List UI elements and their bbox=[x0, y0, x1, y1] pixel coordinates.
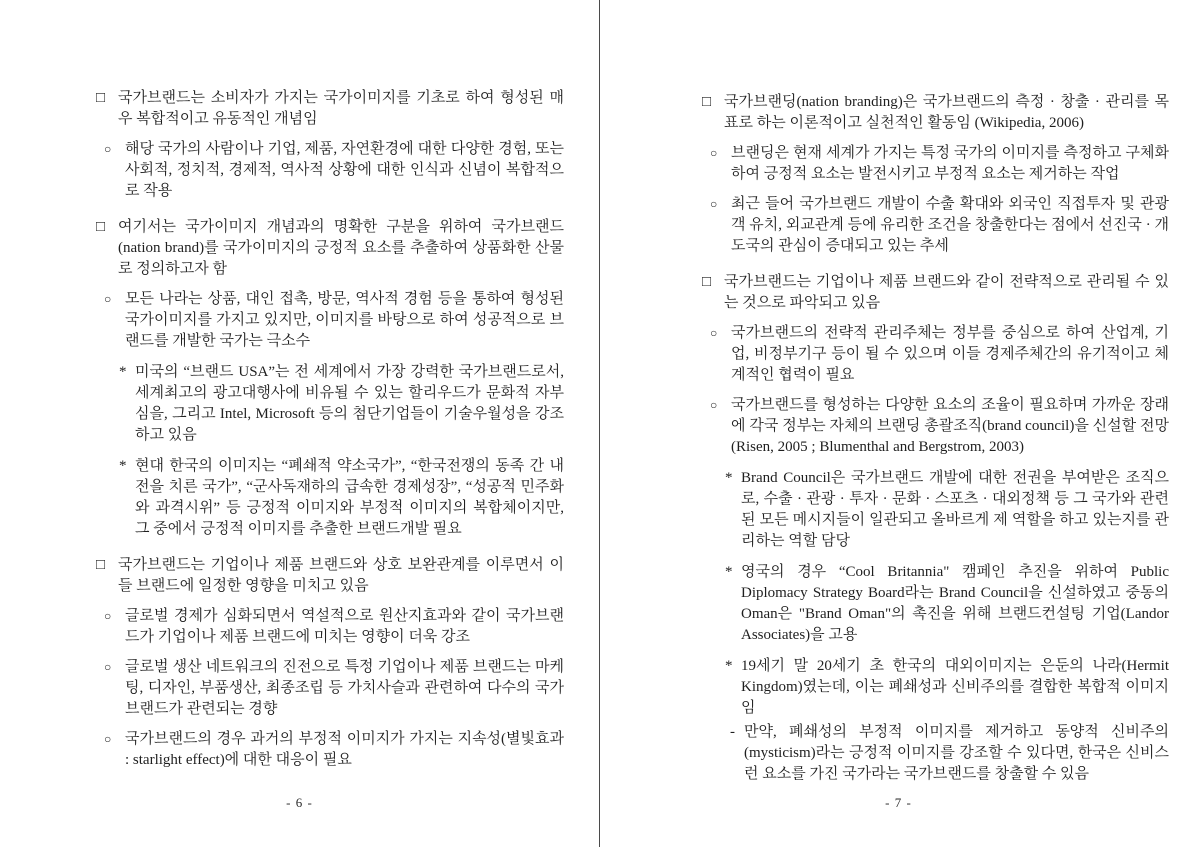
paragraph bbox=[725, 562, 1169, 646]
bullet-marker: □ bbox=[702, 94, 712, 110]
paragraph-text: 국가브랜드는 소비자가 가지는 국가이미지를 기초로 하여 형성된 매우 복합적이고 유동적인 개념임 bbox=[118, 90, 564, 127]
paragraph-text: 미국의 “브랜드 USA”는 전 세계에서 가장 강력한 국가브랜드로서, 세계최고의 광고대행사에 비유될 수 있는 할리우드가 문화적 자부심을, 그리고 Intel, Microsoft 등의 첨단기업들이 기술우월성을 강조하고 있음 bbox=[135, 364, 564, 443]
paragraph-text: 모든 나라는 상품, 대인 접촉, 방문, 역사적 경험 등을 통하여 형성된 국가이미지를 가지고 있지만, 이미지를 바탕으로 하여 성공적으로 브랜드를 개발한 국가는 극소수 bbox=[125, 291, 564, 349]
paragraph bbox=[730, 722, 1169, 785]
paragraph-text: 19세기 말 20세기 초 한국의 대외이미지는 은둔의 나라(Hermit Kingdom)였는데, 이는 폐쇄성과 신비주의를 결합한 복합적 이미지임 bbox=[741, 658, 1169, 716]
page-6 bbox=[0, 0, 599, 847]
bullet-marker: ○ bbox=[710, 197, 718, 211]
bullet-marker: * bbox=[725, 470, 733, 486]
paragraph-text: 영국의 경우 “Cool Britannia" 캠페인 추진을 위하여 Public Diplomacy Strategy Board라는 Brand Council을 신설하였고 중동의 Oman은 "Brand Oman"의 촉진을 위해 브랜드컨설팅 기업(Landor Associates)을 고용 bbox=[741, 564, 1169, 643]
bullet-marker: ○ bbox=[104, 142, 112, 156]
bullet-marker: * bbox=[725, 658, 733, 674]
paragraph bbox=[702, 272, 1169, 314]
page-number: - 7 - bbox=[885, 795, 912, 810]
paragraph-text: 국가브랜드의 경우 과거의 부정적 이미지가 가지는 지속성(별빛효과 : starlight effect)에 대한 대응이 필요 bbox=[125, 731, 564, 768]
bullet-marker: □ bbox=[96, 90, 106, 106]
page-6-content bbox=[0, 0, 599, 771]
bullet-marker: * bbox=[119, 458, 127, 474]
paragraph bbox=[104, 729, 564, 771]
paragraph bbox=[710, 194, 1169, 257]
paragraph-text: 국가브랜드의 전략적 관리주체는 정부를 중심으로 하여 산업계, 기업, 비정부기구 등이 될 수 있으며 이들 경제주체간의 유기적이고 체계적인 협력이 필요 bbox=[731, 325, 1169, 383]
bullet-marker: ○ bbox=[710, 326, 718, 340]
bullet-marker: ○ bbox=[710, 146, 718, 160]
paragraph-text: 최근 들어 국가브랜드 개발이 수출 확대와 외국인 직접투자 및 관광객 유치, 외교관계 등에 유리한 조건을 창출한다는 점에서 선진국 · 개도국의 관심이 증대되고 있는 추세 bbox=[731, 196, 1169, 254]
paragraph bbox=[725, 656, 1169, 719]
bullet-marker: ○ bbox=[104, 609, 112, 623]
paragraph bbox=[96, 88, 564, 130]
bullet-marker: ○ bbox=[104, 660, 112, 674]
paragraph bbox=[710, 323, 1169, 386]
paragraph bbox=[104, 139, 564, 202]
paragraph-text: 국가브랜드는 기업이나 제품 브랜드와 상호 보완관계를 이루면서 이들 브랜드에 일정한 영향을 미치고 있음 bbox=[118, 557, 564, 594]
bullet-marker: * bbox=[119, 364, 127, 380]
paragraph-text: Brand Council은 국가브랜드 개발에 대한 전권을 부여받은 조직으로, 수출 · 관광 · 투자 · 문화 · 스포츠 · 대외정책 등 그 국가와 관련된 모든 메시지들이 일관되고 올바르게 제 역할을 하고 있는지를 관리하는 역할 담당 bbox=[741, 470, 1169, 549]
paragraph bbox=[710, 143, 1169, 185]
paragraph-text: 글로벌 경제가 심화되면서 역설적으로 원산지효과와 같이 국가브랜드가 기업이나 제품 브랜드에 미치는 영향이 더욱 강조 bbox=[125, 608, 564, 645]
paragraph-text: 국가브랜딩(nation branding)은 국가브랜드의 측정 · 창출 · 관리를 목표로 하는 이론적이고 실천적인 활동임 (Wikipedia, 2006) bbox=[724, 94, 1169, 131]
bullet-marker: ○ bbox=[710, 398, 718, 412]
paragraph bbox=[96, 555, 564, 597]
paragraph bbox=[104, 606, 564, 648]
bullet-marker: □ bbox=[96, 219, 106, 235]
paragraph bbox=[104, 289, 564, 352]
page-number: - 6 - bbox=[286, 795, 313, 810]
paragraph-text: 글로벌 생산 네트워크의 진전으로 특정 기업이나 제품 브랜드는 마케팅, 디자인, 부품생산, 최종조립 등 가치사슬과 관련하여 다수의 국가브랜드가 관련되는 경향 bbox=[125, 659, 564, 717]
paragraph bbox=[702, 92, 1169, 134]
paragraph bbox=[119, 362, 564, 446]
paragraph-text: 만약, 폐쇄성의 부정적 이미지를 제거하고 동양적 신비주의(mysticism)라는 긍정적 이미지를 강조할 수 있다면, 한국은 신비스런 요소를 가진 국가라는 국가브랜드를 창출할 수 있음 bbox=[744, 724, 1169, 782]
bullet-marker: - bbox=[730, 724, 735, 740]
paragraph bbox=[96, 217, 564, 280]
paragraph-text: 국가브랜드를 형성하는 다양한 요소의 조율이 필요하며 가까운 장래에 각국 정부는 자체의 브랜딩 총괄조직(brand council)을 신설할 전망(Risen, 2005 ; Blumenthal and Bergstrom, 2003) bbox=[731, 397, 1169, 455]
page-7-content bbox=[599, 0, 1198, 785]
bullet-marker: * bbox=[725, 564, 733, 580]
bullet-marker: ○ bbox=[104, 732, 112, 746]
paragraph bbox=[104, 657, 564, 720]
paragraph-text: 브랜딩은 현재 세계가 가지는 특정 국가의 이미지를 측정하고 구체화하여 긍정적 요소는 발전시키고 부정적 요소는 제거하는 작업 bbox=[731, 145, 1169, 182]
paragraph bbox=[119, 456, 564, 540]
bullet-marker: □ bbox=[96, 557, 106, 573]
paragraph bbox=[710, 395, 1169, 458]
paragraph-text: 해당 국가의 사람이나 기업, 제품, 자연환경에 대한 다양한 경험, 또는 사회적, 정치적, 경제적, 역사적 상황에 대한 인식과 신념이 복합적으로 작용 bbox=[125, 141, 564, 199]
bullet-marker: ○ bbox=[104, 292, 112, 306]
paragraph bbox=[725, 468, 1169, 552]
page-7 bbox=[599, 0, 1198, 847]
paragraph-text: 여기서는 국가이미지 개념과의 명확한 구분을 위하여 국가브랜드(nation brand)를 국가이미지의 긍정적 요소를 추출하여 상품화한 산물로 정의하고자 함 bbox=[118, 219, 564, 277]
paragraph-text: 현대 한국의 이미지는 “폐쇄적 약소국가”, “한국전쟁의 동족 간 내전을 치른 국가”, “군사독재하의 급속한 경제성장”, “성공적 민주화와 과격시위” 등 긍정적 이미지와 부정적 이미지의 복합체이지만, 그 중에서 긍정적 이미지를 추출한 브랜드개발 필요 bbox=[135, 458, 564, 537]
paragraph-text: 국가브랜드는 기업이나 제품 브랜드와 같이 전략적으로 관리될 수 있는 것으로 파악되고 있음 bbox=[724, 274, 1169, 311]
bullet-marker: □ bbox=[702, 274, 712, 290]
